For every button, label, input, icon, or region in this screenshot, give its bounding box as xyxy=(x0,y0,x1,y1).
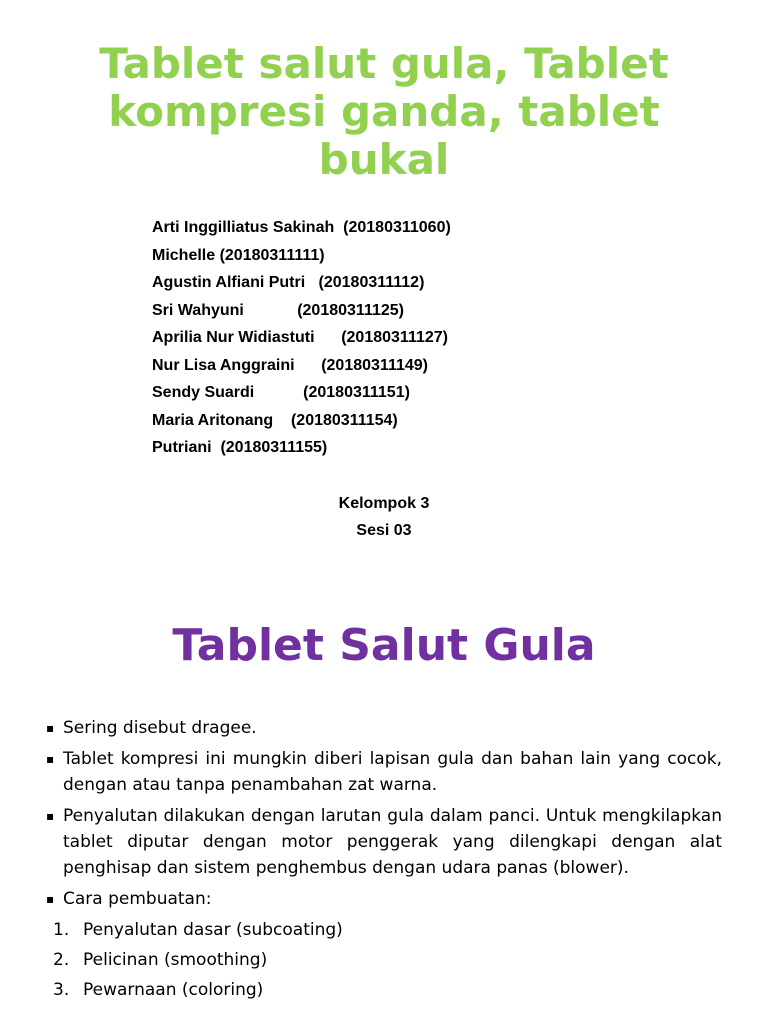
member-item: Agustin Alfiani Putri (20180311112) xyxy=(152,274,425,291)
member-item: Aprilia Nur Widiastuti (20180311127) xyxy=(152,329,448,346)
step-number: 1. xyxy=(53,920,70,940)
bullet-item xyxy=(46,886,722,912)
member-item: Sendy Suardi (20180311151) xyxy=(152,384,410,401)
bullet-item xyxy=(46,715,722,741)
slide-2-content xyxy=(46,715,722,1007)
member-item: Michelle (20180311111) xyxy=(152,246,325,264)
bullet-square-icon: ▪ xyxy=(46,892,55,906)
slide-2 xyxy=(0,590,768,1024)
step-number: 3. xyxy=(53,980,70,1000)
step-text: Penyalutan dasar (subcoating) xyxy=(83,920,343,940)
bullet-square-icon: ▪ xyxy=(46,721,55,735)
slide-2-title: Tablet Salut Gula xyxy=(172,620,596,671)
session-label: Sesi 03 xyxy=(356,522,412,539)
member-item: Arti Inggilliatus Sakinah (20180311060) xyxy=(152,219,451,236)
group-info xyxy=(284,490,484,544)
member-item: Putriani (20180311155) xyxy=(152,439,328,456)
numbered-item xyxy=(46,947,722,973)
slide-1-title: Tablet salut gula, Tablet kompresi ganda, tablet bukal xyxy=(99,39,669,184)
bullet-item xyxy=(46,803,722,881)
member-item: Nur Lisa Anggraini (20180311149) xyxy=(152,356,428,374)
bullet-square-icon: ▪ xyxy=(46,752,55,766)
step-number: 2. xyxy=(53,950,70,970)
bullet-text: Penyalutan dilakukan dengan larutan gula dalam panci. Untuk mengkilapkan tablet diputar dengan motor penggerak yang dilengkapi dengan alat penghisap dan sistem penghembus dengan udara panas (blower). xyxy=(63,806,722,878)
member-list xyxy=(152,214,451,462)
member-item: Maria Aritonang (20180311154) xyxy=(152,411,398,429)
member-item: Sri Wahyuni (20180311125) xyxy=(152,301,404,319)
bullet-text: Cara pembuatan: xyxy=(63,889,212,909)
bullet-text: Sering disebut dragee. xyxy=(63,718,257,738)
numbered-item xyxy=(46,917,722,943)
bullet-square-icon: ▪ xyxy=(46,809,55,823)
group-label: Kelompok 3 xyxy=(338,495,430,512)
bullet-text: Tablet kompresi ini mungkin diberi lapisan gula dan bahan lain yang cocok, dengan atau tanpa penambahan zat warna. xyxy=(63,749,722,795)
bullet-item xyxy=(46,746,722,798)
numbered-item xyxy=(46,977,722,1003)
step-text: Pewarnaan (coloring) xyxy=(83,980,264,1000)
step-text: Pelicinan (smoothing) xyxy=(83,950,268,970)
